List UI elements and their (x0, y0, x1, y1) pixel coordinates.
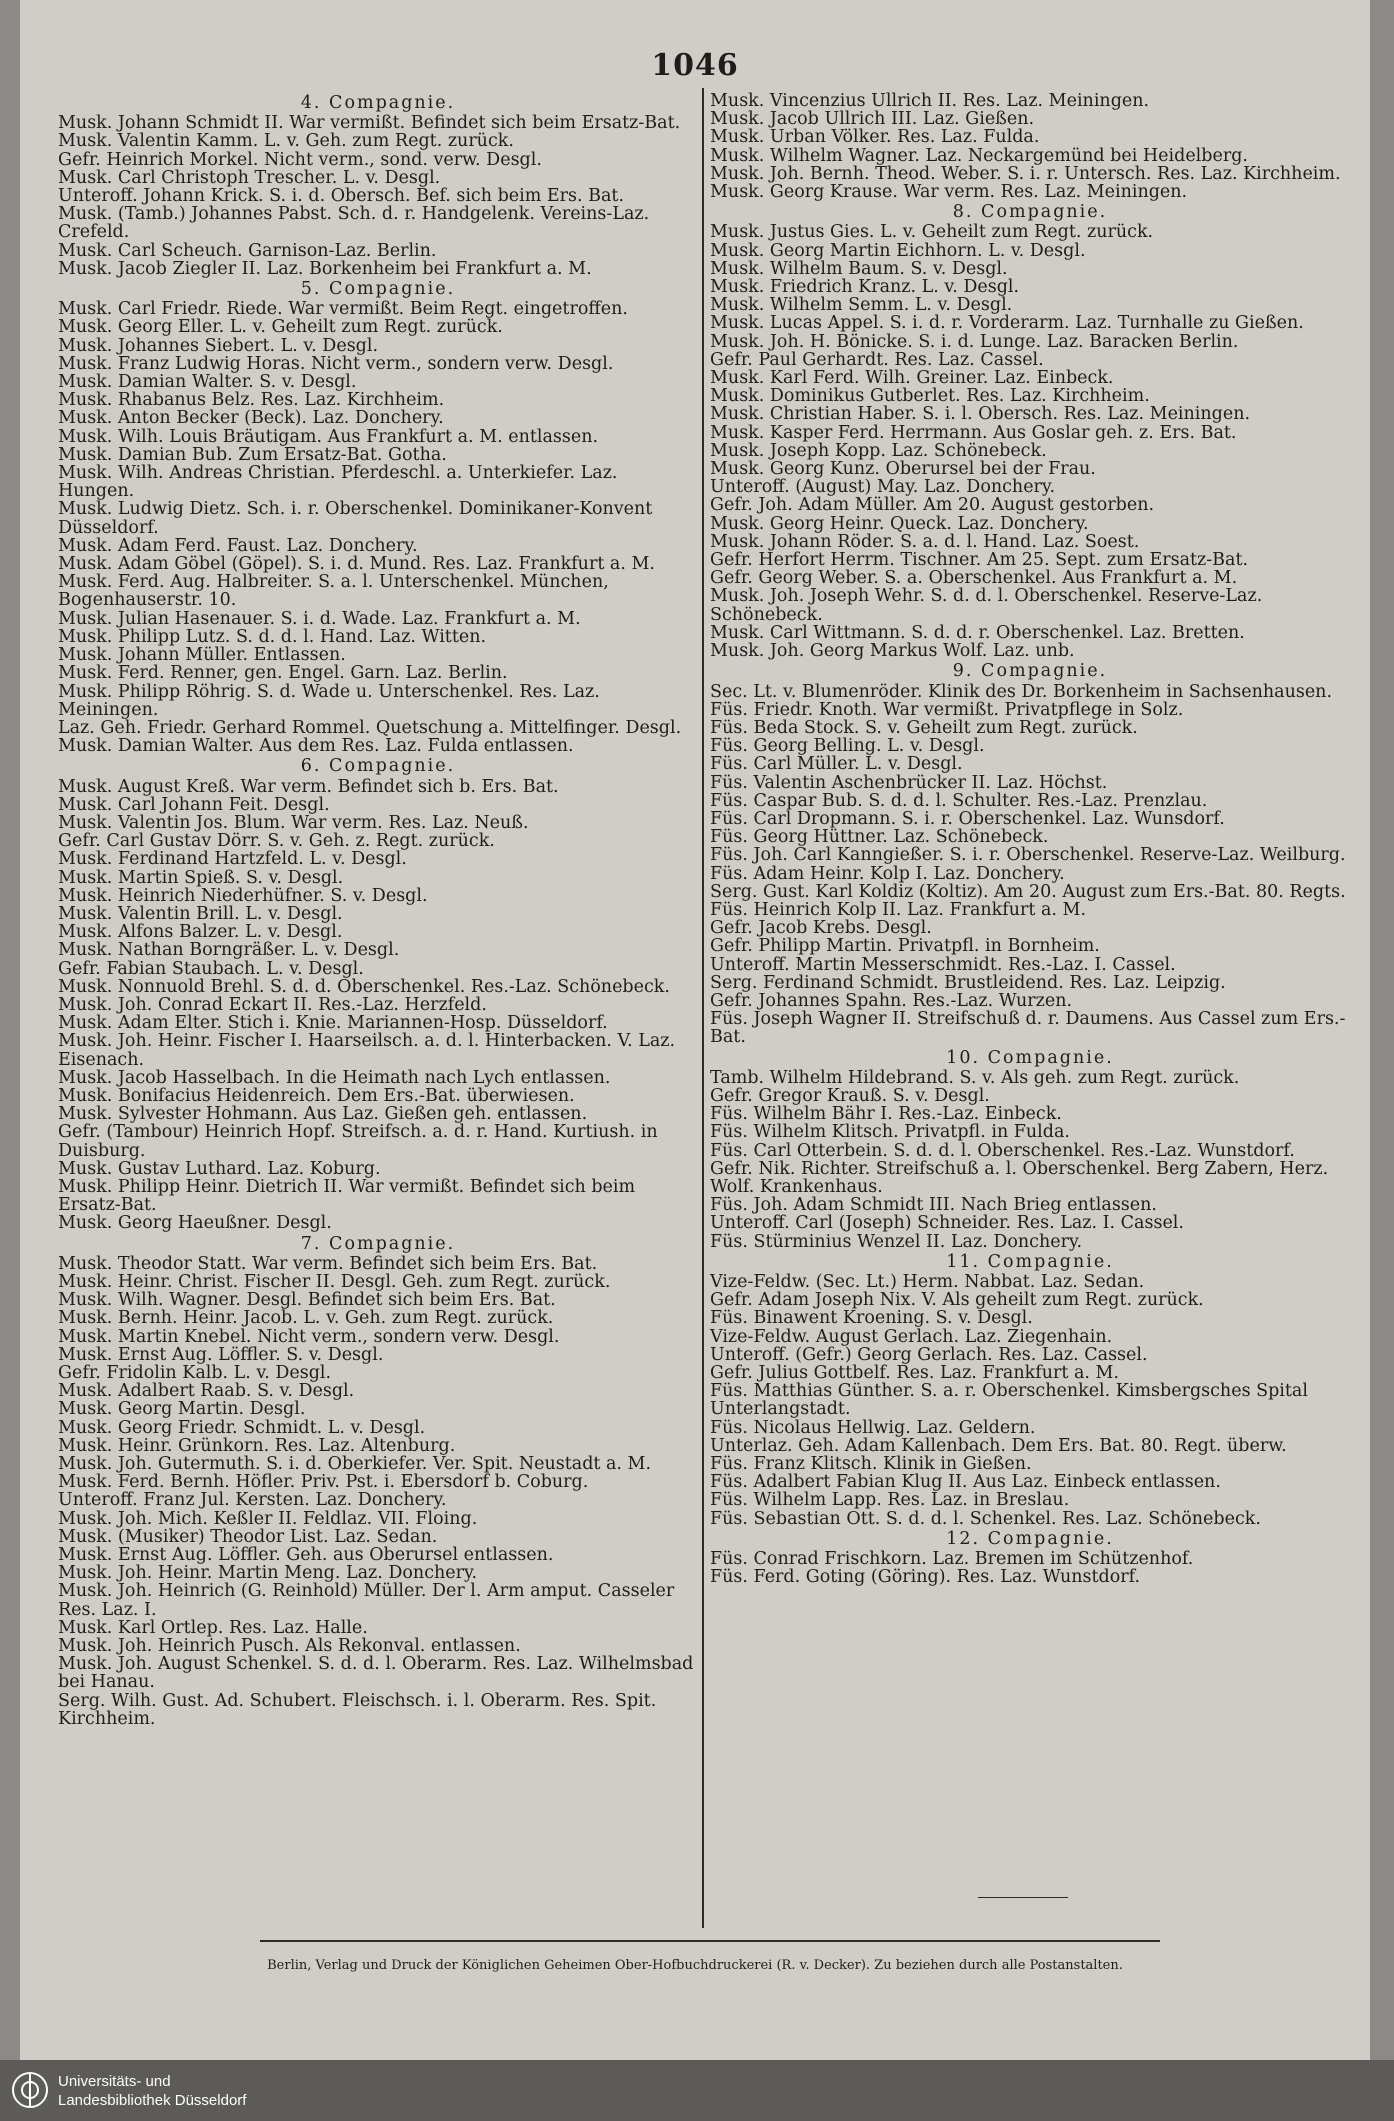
casualty-entry: Musk. Georg Haeußner. Desgl. (58, 1213, 332, 1234)
casualty-entry: Musk. Damian Bub. Zum Ersatz-Bat. Gotha. (58, 444, 447, 465)
casualty-entry: Musk. Joh. Joseph Wehr. S. d. d. l. Oberschenkel. Reserve-Laz. Schönebeck. (710, 586, 1263, 625)
company-heading: 6. Compagnie. (300, 756, 456, 777)
casualty-entry: Füs. Caspar Bub. S. d. d. l. Schulter. Res.-Laz. Prenzlau. (710, 790, 1208, 811)
page-number: 1046 (651, 48, 739, 83)
casualty-entry: Gefr. Georg Weber. S. a. Oberschenkel. Aus Frankfurt a. M. (710, 568, 1238, 589)
casualty-entry: Füs. Friedr. Knoth. War vermißt. Privatpflege in Solz. (710, 699, 1184, 720)
casualty-entry: Musk. Karl Ferd. Wilh. Greiner. Laz. Einbeck. (710, 368, 1114, 389)
casualty-entry: Musk. Georg Eller. L. v. Geheilt zum Regt. zurück. (58, 317, 503, 338)
casualty-entry: Musk. Philipp Röhrig. S. d. Wade u. Unterschenkel. Res. Laz. Meiningen. (58, 681, 600, 720)
casualty-entry: Musk. Jacob Ullrich III. Laz. Gießen. (710, 109, 1035, 130)
casualty-entry: Musk. Nonnuold Brehl. S. d. d. Oberschenkel. Res.-Laz. Schönebeck. (58, 976, 670, 997)
casualty-entry: Musk. Georg Krause. War verm. Res. Laz. Meiningen. (710, 182, 1188, 203)
casualty-entry: Sec. Lt. v. Blumenröder. Klinik des Dr. Borkenheim in Sachsenhausen. (710, 681, 1333, 702)
casualty-entry: Musk. Valentin Jos. Blum. War verm. Res. Laz. Neuß. (58, 812, 529, 833)
casualty-entry: Musk. Bonifacius Heidenreich. Dem Ers.-Bat. überwiesen. (58, 1085, 575, 1106)
casualty-entry: Füs. Wilhelm Klitsch. Privatpfl. in Fulda. (710, 1122, 1070, 1143)
company-heading: 12. Compagnie. (946, 1528, 1114, 1549)
library-name-line1: Universitäts- und (58, 2073, 171, 2090)
casualty-entry: Musk. Anton Becker (Beck). Laz. Donchery. (58, 408, 444, 429)
casualty-entry: Musk. Carl Christoph Trescher. L. v. Desgl. (58, 167, 441, 188)
casualty-entry: Füs. Joseph Wagner II. Streifschuß d. r. Daumens. Aus Cassel zum Ers.-Bat. (710, 1009, 1346, 1048)
casualty-entry: Musk. Adam Ferd. Faust. Laz. Donchery. (58, 535, 418, 556)
casualty-entry: Musk. Damian Walter. S. v. Desgl. (58, 372, 357, 393)
casualty-entry: Gefr. Fabian Staubach. L. v. Desgl. (58, 958, 364, 979)
casualty-entry: Musk. Adam Göbel (Göpel). S. i. d. Mund. Res. Laz. Frankfurt a. M. (58, 554, 655, 575)
casualty-entry: Musk. Joh. Georg Markus Wolf. Laz. unb. (710, 641, 1075, 662)
casualty-entry: Füs. Heinrich Kolp II. Laz. Frankfurt a. M. (710, 899, 1087, 920)
casualty-entry: Musk. Bernh. Heinr. Jacob. L. v. Geh. zum Regt. zurück. (58, 1308, 554, 1329)
casualty-entry: Musk. Georg Heinr. Queck. Laz. Donchery. (710, 513, 1089, 534)
casualty-entry: Musk. (Musiker) Theodor List. Laz. Sedan. (58, 1526, 438, 1547)
casualty-entry: Musk. Martin Knebel. Nicht verm., sondern verw. Desgl. (58, 1326, 560, 1347)
casualty-entry: Vize-Feldw. (Sec. Lt.) Herm. Nabbat. Laz. Sedan. (710, 1272, 1145, 1292)
casualty-entry: Musk. Joh. Mich. Keßler II. Feldlaz. VII. Floing. (58, 1508, 478, 1529)
casualty-entry: Unteroff. Martin Messerschmidt. Res.-Laz. I. Cassel. (710, 954, 1176, 975)
end-rule (978, 1897, 1068, 1898)
casualty-entry: Füs. Binawent Kroening. S. v. Desgl. (710, 1308, 1033, 1329)
casualty-entry: Musk. Damian Walter. Aus dem Res. Laz. Fulda entlassen. (58, 736, 574, 757)
casualty-entry: Musk. Dominikus Gutberlet. Res. Laz. Kirchheim. (710, 386, 1150, 407)
casualty-entry: Musk. Philipp Lutz. S. d. d. l. Hand. Laz. Witten. (58, 626, 487, 647)
casualty-entry: Musk. Heinr. Grünkorn. Res. Laz. Altenburg. (58, 1435, 456, 1456)
casualty-entry: Musk. Georg Martin Eichhorn. L. v. Desgl. (710, 240, 1086, 261)
casualty-entry: Musk. Wilhelm Wagner. Laz. Neckargemünd bei Heidelberg. (710, 145, 1248, 166)
casualty-entry: Füs. Joh. Carl Kanngießer. S. i. r. Oberschenkel. Reserve-Laz. Weilburg. (710, 845, 1346, 866)
column-divider (702, 88, 704, 1928)
casualty-entry: Gefr. Heinrich Morkel. Nicht verm., sond. verw. Desgl. (58, 149, 542, 170)
casualty-entry: Musk. Johann Schmidt II. War vermißt. Befindet sich beim Ersatz-Bat. (58, 113, 681, 134)
casualty-entry: Musk. Georg Friedr. Schmidt. L. v. Desgl. (58, 1417, 426, 1438)
casualty-entry: Gefr. Paul Gerhardt. Res. Laz. Cassel. (710, 349, 1044, 370)
casualty-entry: Musk. Joh. Heinr. Martin Meng. Laz. Donchery. (58, 1563, 478, 1584)
casualty-entry: Füs. Stürminius Wenzel II. Laz. Donchery. (710, 1231, 1083, 1252)
casualty-entry: Musk. Adalbert Raab. S. v. Desgl. (58, 1381, 355, 1402)
casualty-entry: Musk. Vincenzius Ullrich II. Res. Laz. Meiningen. (710, 91, 1150, 111)
casualty-entry: Musk. August Kreß. War verm. Befindet sich b. Ers. Bat. (58, 776, 559, 797)
casualty-entry: Musk. Nathan Borngräßer. L. v. Desgl. (58, 940, 400, 961)
casualty-entry: Musk. Ludwig Dietz. Sch. i. r. Oberschenkel. Dominikaner-Konvent Düsseldorf. (58, 499, 653, 538)
casualty-entry: Füs. Valentin Aschenbrücker II. Laz. Höchst. (710, 772, 1108, 793)
company-heading: 10. Compagnie. (946, 1047, 1114, 1068)
casualty-entry: Musk. Joh. Heinrich (G. Reinhold) Müller. Der l. Arm amput. Casseler Res. Laz. I. (58, 1581, 675, 1620)
casualty-entry: Musk. (Tamb.) Johannes Pabst. Sch. d. r. Handgelenk. Vereins-Laz. Crefeld. (58, 204, 650, 243)
casualty-entry: Gefr. Adam Joseph Nix. V. Als geheilt zum Regt. zurück. (710, 1290, 1204, 1311)
casualty-entry: Füs. Ferd. Goting (Göring). Res. Laz. Wunstdorf. (710, 1567, 1141, 1588)
casualty-entry: Gefr. (Tambour) Heinrich Hopf. Streifsch. a. d. r. Hand. Kurtiush. in Duisburg. (58, 1122, 658, 1161)
document-page (20, 0, 1370, 2060)
casualty-entry: Musk. Ernst Aug. Löffler. S. v. Desgl. (58, 1344, 384, 1365)
casualty-entry: Musk. Johann Müller. Entlassen. (58, 645, 346, 666)
casualty-entry: Musk. Friedrich Kranz. L. v. Desgl. (710, 277, 1020, 298)
casualty-entry: Musk. Urban Völker. Res. Laz. Fulda. (710, 127, 1040, 148)
casualty-entry: Musk. Ernst Aug. Löffler. Geh. aus Oberursel entlassen. (58, 1545, 554, 1566)
casualty-entry: Füs. Carl Müller. L. v. Desgl. (710, 754, 963, 775)
casualty-entry: Musk. Georg Kunz. Oberursel bei der Frau. (710, 459, 1096, 480)
casualty-entry: Musk. Justus Gies. L. v. Geheilt zum Regt. zurück. (710, 222, 1154, 243)
casualty-entry: Musk. Ferdinand Hartzfeld. L. v. Desgl. (58, 849, 407, 870)
casualty-entry: Füs. Georg Belling. L. v. Desgl. (710, 736, 985, 757)
casualty-entry: Musk. Wilh. Andreas Christian. Pferdeschl. a. Unterkiefer. Laz. Hungen. (58, 463, 618, 502)
casualty-entry: Musk. Heinrich Niederhüfner. S. v. Desgl. (58, 885, 428, 906)
casualty-entry: Musk. Gustav Luthard. Laz. Koburg. (58, 1158, 381, 1179)
casualty-entry: Füs. Conrad Frischkorn. Laz. Bremen im Schützenhof. (710, 1549, 1194, 1570)
casualty-entry: Laz. Geh. Friedr. Gerhard Rommel. Quetschung a. Mittelfinger. Desgl. (58, 717, 682, 738)
casualty-entry: Musk. Joh. August Schenkel. S. d. d. l. Oberarm. Res. Laz. Wilhelmsbad bei Hanau. (58, 1654, 694, 1693)
casualty-entry: Serg. Wilh. Gust. Ad. Schubert. Fleischsch. i. l. Oberarm. Res. Spit. Kirchheim. (58, 1690, 657, 1729)
casualty-entry: Musk. Johann Röder. S. a. d. l. Hand. Laz. Soest. (710, 531, 1140, 552)
casualty-entry: Musk. Valentin Brill. L. v. Desgl. (58, 903, 343, 924)
library-logo-icon (10, 2070, 50, 2110)
casualty-entry: Musk. Rhabanus Belz. Res. Laz. Kirchheim. (58, 390, 445, 411)
footer-rule (260, 1940, 1160, 1942)
casualty-entry: Musk. Ferd. Renner, gen. Engel. Garn. Laz. Berlin. (58, 663, 508, 684)
library-banner (0, 2060, 1394, 2121)
casualty-entry: Füs. Wilhelm Lapp. Res. Laz. in Breslau. (710, 1490, 1070, 1511)
casualty-entry: Musk. Valentin Kamm. L. v. Geh. zum Regt. zurück. (58, 131, 514, 152)
company-heading: 7. Compagnie. (300, 1233, 456, 1254)
casualty-entry: Musk. Sylvester Hohmann. Aus Laz. Gießen geh. entlassen. (58, 1104, 588, 1125)
casualty-entry: Musk. Wilh. Louis Bräutigam. Aus Frankfurt a. M. entlassen. (58, 426, 599, 447)
company-heading: 11. Compagnie. (946, 1251, 1114, 1272)
casualty-entry: Musk. Franz Ludwig Horas. Nicht verm., sondern verw. Desgl. (58, 353, 614, 374)
casualty-entry: Gefr. Joh. Adam Müller. Am 20. August gestorben. (710, 495, 1155, 516)
casualty-entry: Tamb. Wilhelm Hildebrand. S. v. Als geh. zum Regt. zurück. (710, 1067, 1240, 1088)
casualty-entry: Gefr. Jacob Krebs. Desgl. (710, 918, 932, 939)
casualty-entry: Musk. Ferd. Bernh. Höfler. Priv. Pst. i. Ebersdorf b. Coburg. (58, 1472, 589, 1493)
casualty-entry: Musk. Heinr. Christ. Fischer II. Desgl. Geh. zum Regt. zurück. (58, 1272, 611, 1292)
left-column (58, 92, 698, 1728)
casualty-entry: Musk. Lucas Appel. S. i. d. r. Vorderarm. Laz. Turnhalle zu Gießen. (710, 313, 1304, 334)
casualty-entry: Gefr. Nik. Richter. Streifschuß a. l. Oberschenkel. Berg Zabern, Herz. Wolf. Krankenhaus. (710, 1158, 1329, 1197)
casualty-entry: Musk. Carl Friedr. Riede. War vermißt. Beim Regt. eingetroffen. (58, 299, 628, 320)
casualty-entry: Musk. Wilhelm Baum. S. v. Desgl. (710, 258, 1008, 279)
company-heading: 8. Compagnie. (952, 202, 1108, 223)
casualty-entry: Musk. Georg Martin. Desgl. (58, 1399, 306, 1420)
casualty-entry: Musk. Joh. Heinr. Fischer I. Haarseilsch. a. d. l. Hinterbacken. V. Laz. Eisenach. (58, 1031, 676, 1070)
casualty-entry: Füs. Adalbert Fabian Klug II. Aus Laz. Einbeck entlassen. (710, 1472, 1221, 1493)
company-heading: 4. Compagnie. (300, 93, 456, 113)
company-heading: 9. Compagnie. (952, 661, 1108, 682)
casualty-entry: Füs. Joh. Adam Schmidt III. Nach Brieg entlassen. (710, 1195, 1157, 1216)
casualty-entry: Musk. Karl Ortlep. Res. Laz. Halle. (58, 1617, 368, 1638)
casualty-entry: Musk. Adam Elter. Stich i. Knie. Mariannen-Hosp. Düsseldorf. (58, 1013, 608, 1034)
casualty-entry: Füs. Wilhelm Bähr I. Res.-Laz. Einbeck. (710, 1104, 1062, 1125)
casualty-entry: Unterlaz. Geh. Adam Kallenbach. Dem Ers. Bat. 80. Regt. überw. (710, 1435, 1287, 1456)
casualty-entry: Musk. Carl Johann Feit. Desgl. (58, 794, 330, 815)
casualty-entry: Musk. Joseph Kopp. Laz. Schönebeck. (710, 440, 1047, 461)
casualty-entry: Musk. Joh. H. Bönicke. S. i. d. Lunge. Laz. Baracken Berlin. (710, 331, 1239, 352)
casualty-entry: Füs. Sebastian Ott. S. d. d. l. Schenkel. Res. Laz. Schönebeck. (710, 1508, 1261, 1529)
library-name-line2: Landesbibliothek Düsseldorf (58, 2092, 247, 2109)
right-column (710, 92, 1350, 1586)
casualty-entry: Musk. Alfons Balzer. L. v. Desgl. (58, 922, 343, 943)
company-heading: 5. Compagnie. (300, 279, 456, 300)
casualty-entry: Musk. Joh. Heinrich Pusch. Als Rekonval. entlassen. (58, 1636, 521, 1657)
casualty-entry: Füs. Nicolaus Hellwig. Laz. Geldern. (710, 1417, 1036, 1438)
casualty-entry: Füs. Carl Dropmann. S. i. r. Oberschenkel. Laz. Wunsdorf. (710, 808, 1225, 829)
casualty-entry: Füs. Matthias Günther. S. a. r. Oberschenkel. Kimsbergsches Spital Unterlangstadt. (710, 1381, 1308, 1420)
casualty-entry: Musk. Julian Hasenauer. S. i. d. Wade. Laz. Frankfurt a. M. (58, 608, 581, 629)
casualty-entry: Gefr. Gregor Krauß. S. v. Desgl. (710, 1085, 990, 1106)
casualty-entry: Gefr. Herfort Herrm. Tischner. Am 25. Sept. zum Ersatz-Bat. (710, 550, 1249, 571)
casualty-entry: Unteroff. (August) May. Laz. Donchery. (710, 477, 1056, 498)
casualty-entry: Musk. Christian Haber. S. i. l. Obersch. Res. Laz. Meiningen. (710, 404, 1251, 425)
casualty-entry: Musk. Theodor Statt. War verm. Befindet sich beim Ers. Bat. (58, 1253, 598, 1274)
casualty-entry: Unteroff. Carl (Joseph) Schneider. Res. Laz. I. Cassel. (710, 1213, 1184, 1234)
casualty-entry: Vize-Feldw. August Gerlach. Laz. Ziegenhain. (710, 1326, 1113, 1347)
library-name (58, 2072, 246, 2110)
casualty-entry: Gefr. Philipp Martin. Privatpfl. in Bornheim. (710, 936, 1100, 957)
casualty-entry: Musk. Ferd. Aug. Halbreiter. S. a. l. Unterschenkel. München, Bogenhauserstr. 10. (58, 572, 609, 611)
casualty-entry: Serg. Ferdinand Schmidt. Brustleidend. Res. Laz. Leipzig. (710, 972, 1226, 993)
casualty-entry: Gefr. Carl Gustav Dörr. S. v. Geh. z. Regt. zurück. (58, 831, 495, 852)
casualty-entry: Musk. Kasper Ferd. Herrmann. Aus Goslar geh. z. Ers. Bat. (710, 422, 1237, 443)
casualty-entry: Füs. Beda Stock. S. v. Geheilt zum Regt. zurück. (710, 717, 1138, 738)
casualty-entry: Unteroff. Franz Jul. Kersten. Laz. Donchery. (58, 1490, 447, 1511)
casualty-entry: Musk. Jacob Ziegler II. Laz. Borkenheim bei Frankfurt a. M. (58, 258, 592, 279)
casualty-entry: Serg. Gust. Karl Koldiz (Koltiz). Am 20. August zum Ers.-Bat. 80. Regts. (710, 881, 1346, 902)
casualty-entry: Gefr. Fridolin Kalb. L. v. Desgl. (58, 1363, 332, 1384)
casualty-entry: Füs. Franz Klitsch. Klinik in Gießen. (710, 1454, 1032, 1475)
casualty-entry: Musk. Wilh. Wagner. Desgl. Befindet sich beim Ers. Bat. (58, 1290, 556, 1311)
casualty-entry: Unteroff. (Gefr.) Georg Gerlach. Res. Laz. Cassel. (710, 1344, 1148, 1365)
casualty-entry: Musk. Wilhelm Semm. L. v. Desgl. (710, 295, 1013, 316)
casualty-entry: Musk. Jacob Hasselbach. In die Heimath nach Lych entlassen. (58, 1067, 611, 1088)
casualty-entry: Unteroff. Johann Krick. S. i. d. Obersch. Bef. sich beim Ers. Bat. (58, 186, 625, 207)
casualty-entry: Musk. Philipp Heinr. Dietrich II. War vermißt. Befindet sich beim Ersatz-Bat. (58, 1176, 636, 1216)
casualty-entry: Musk. Carl Scheuch. Garnison-Laz. Berlin. (58, 240, 437, 261)
casualty-entry: Gefr. Julius Gottbelf. Res. Laz. Frankfurt a. M. (710, 1363, 1119, 1384)
casualty-entry: Füs. Carl Otterbein. S. d. d. l. Oberschenkel. Res.-Laz. Wunstdorf. (710, 1140, 1295, 1161)
casualty-entry: Musk. Carl Wittmann. S. d. d. r. Oberschenkel. Laz. Bretten. (710, 622, 1245, 643)
casualty-entry: Musk. Joh. Conrad Eckart II. Res.-Laz. Herzfeld. (58, 994, 487, 1015)
casualty-entry: Füs. Adam Heinr. Kolp I. Laz. Donchery. (710, 863, 1065, 884)
casualty-entry: Musk. Martin Spieß. S. v. Desgl. (58, 867, 344, 888)
casualty-entry: Musk. Johannes Siebert. L. v. Desgl. (58, 335, 379, 356)
casualty-entry: Füs. Georg Hüttner. Laz. Schönebeck. (710, 827, 1049, 848)
casualty-entry: Musk. Joh. Bernh. Theod. Weber. S. i. r. Untersch. Res. Laz. Kirchheim. (710, 163, 1341, 184)
casualty-entry: Musk. Joh. Gutermuth. S. i. d. Oberkiefer. Ver. Spit. Neustadt a. M. (58, 1454, 652, 1475)
casualty-entry: Gefr. Johannes Spahn. Res.-Laz. Wurzen. (710, 990, 1073, 1011)
publisher-footer: Berlin, Verlag und Druck der Königlichen Geheimen Ober-Hofbuchdruckerei (R. v. Decker). Zu beziehen durch alle Postanstalten. (267, 1958, 1123, 1973)
